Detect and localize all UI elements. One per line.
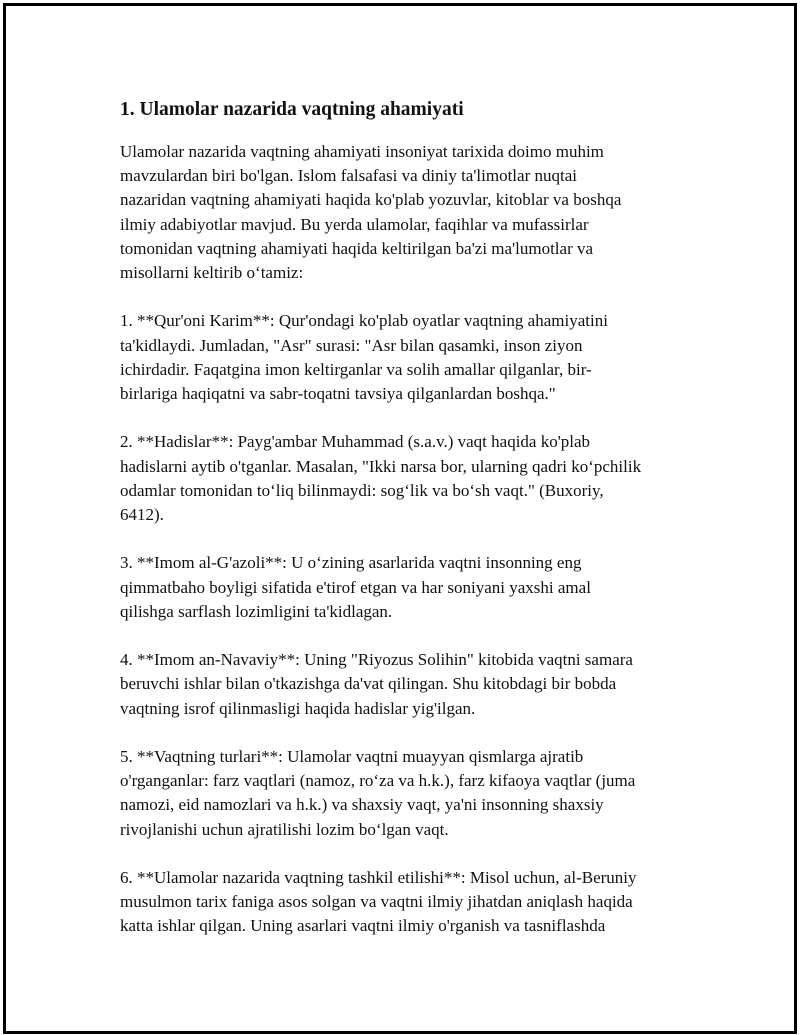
text-line: qilishga sarflash lozimligini ta'kidlagan. [120, 601, 393, 621]
text-line: beruvchi ishlar bilan o'tkazishga da'vat qilingan. Shu kitobdagi bir bobda [120, 674, 617, 694]
text-line: hadislarni aytib o'tganlar. Masalan, "Ikki narsa bor, ularning qadri ko‘pchilik [120, 456, 642, 476]
text-line: namozi, eid namozlari va h.k.) va shaxsiy vaqt, ya'ni insonning shaxsiy [120, 795, 604, 815]
intro-paragraph [120, 140, 695, 285]
text-line: odamlar tomonidan to‘liq bilinmaydi: sog‘lik va bo‘sh vaqt." (Buxoriy, [120, 480, 604, 500]
document-body [120, 98, 695, 963]
text-line: 4. **Imom an-Navaviy**: Uning "Riyozus Solihin" kitobida vaqtni samara [120, 650, 633, 670]
text-line: ilmiy adabiyotlar mavjud. Bu yerda ulamolar, faqihlar va mufassirlar [120, 214, 589, 234]
text-line: vaqtning isrof qilinmasligi haqida hadislar yig'ilgan. [120, 698, 476, 718]
list-item-vaqt-turlari [120, 745, 695, 842]
text-line: o'rganganlar: farz vaqtlari (namoz, ro‘za va h.k.), farz kifaoya vaqtlar (juma [120, 771, 636, 791]
text-line: rivojlanishi uchun ajratilishi lozim bo‘lgan vaqt. [120, 819, 449, 839]
text-line: Ulamolar nazarida vaqtning ahamiyati insoniyat tarixida doimo muhim [120, 142, 604, 161]
text-line: 2. **Hadislar**: Payg'ambar Muhammad (s.a.v.) vaqt haqida ko'plab [120, 432, 591, 452]
text-line: qimmatbaho boyligi sifatida e'tirof etgan va har soniyani yaxshi amal [120, 577, 591, 597]
page-frame [3, 3, 797, 1034]
list-item-quran [120, 309, 695, 406]
list-item-navaviy [120, 648, 695, 721]
text-line: misollarni keltirib o‘tamiz: [120, 263, 304, 283]
text-line: birlariga haqiqatni va sabr-toqatni tavsiya qilganlardan boshqa." [120, 384, 556, 404]
text-line: katta ishlar qilgan. Uning asarlari vaqtni ilmiy o'rganish va tasniflashda [120, 916, 606, 936]
text-line: nazaridan vaqtning ahamiyati haqida ko'plab yozuvlar, kitoblar va boshqa [120, 190, 622, 210]
list-item-hadislar [120, 430, 695, 527]
text-line: ta'kidlaydi. Jumladan, "Asr" surasi: "Asr bilan qasamki, inson ziyon [120, 335, 583, 355]
text-line: ichirdadir. Faqatgina imon keltirganlar va solih amallar qilganlar, bir- [120, 359, 592, 379]
text-line: 3. **Imom al-G'azoli**: U o‘zining asarlarida vaqtni insonning eng [120, 553, 582, 573]
text-line: 6. **Ulamolar nazarida vaqtning tashkil etilishi**: Misol uchun, al-Beruniy [120, 868, 637, 887]
text-line: musulmon tarix faniga asos solgan va vaqtni ilmiy jihatdan aniqlash haqida [120, 892, 633, 912]
text-line: mavzulardan biri bo'lgan. Islom falsafasi va diniy ta'limotlar nuqtai [120, 166, 577, 186]
text-line: 5. **Vaqtning turlari**: Ulamolar vaqtni muayyan qismlarga ajratib [120, 747, 584, 766]
text-line: 1. **Qur'oni Karim**: Qur'ondagi ko'plab oyatlar vaqtning ahamiyatini [120, 311, 608, 331]
text-line: 6412). [120, 505, 164, 525]
section-heading: 1. Ulamolar nazarida vaqtning ahamiyati [120, 99, 464, 120]
list-item-gazoli [120, 551, 695, 624]
text-line: tomonidan vaqtning ahamiyati haqida keltirilgan ba'zi ma'lumotlar va [120, 238, 594, 258]
list-item-tashkil-etilishi [120, 866, 695, 939]
